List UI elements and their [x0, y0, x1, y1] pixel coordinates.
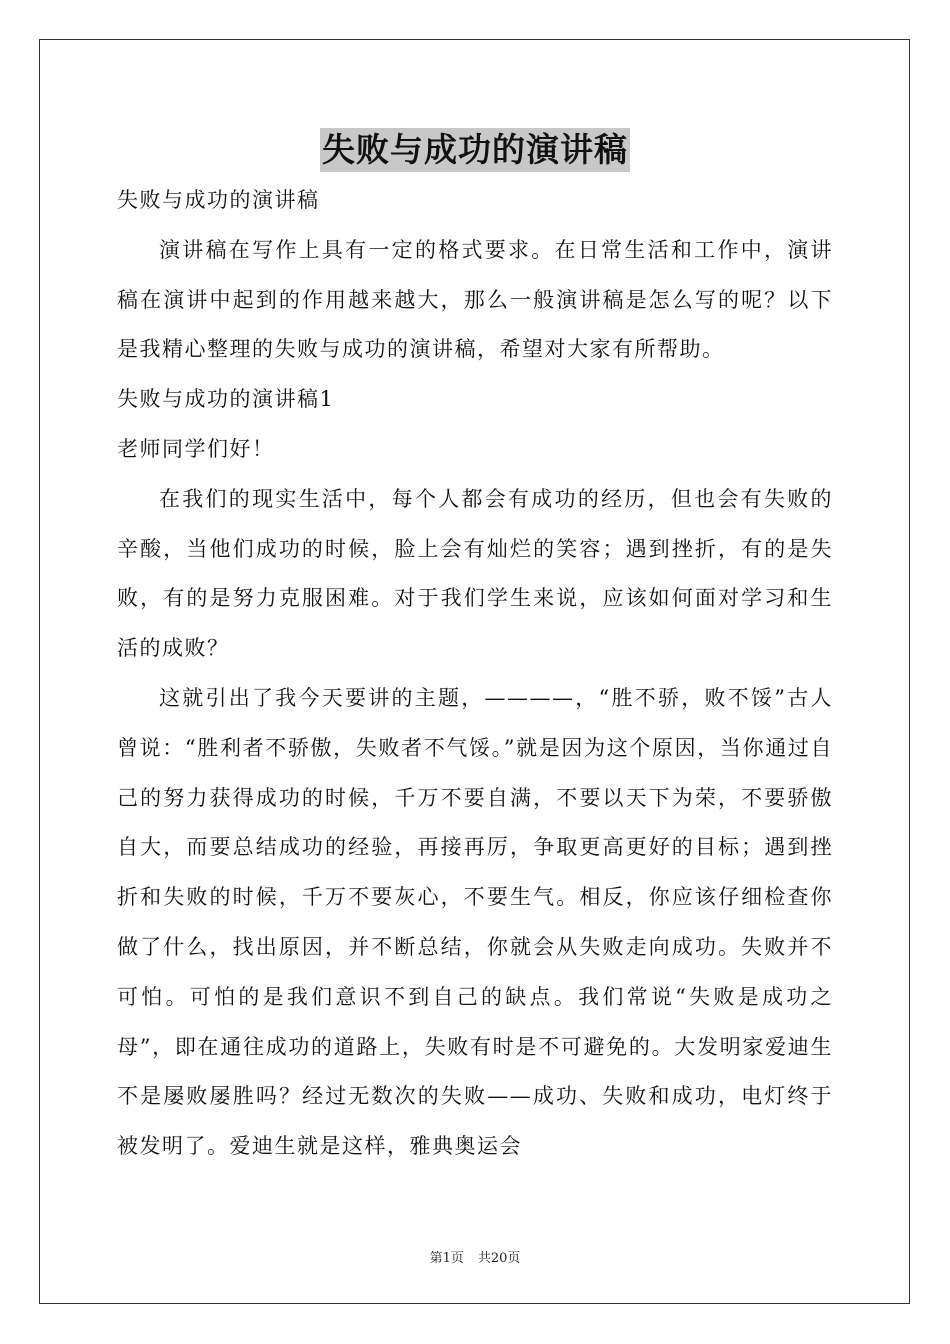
body-paragraph-1: 在我们的现实生活中，每个人都会有成功的经历，但也会有失败的辛酸，当他们成功的时候，脸上会有灿烂的笑容；遇到挫折，有的是失败，有的是努力克服困难。对于我们学生来说，应该如何面对学习和生活的成败？	[117, 486, 833, 661]
page-total: 共20页	[477, 1251, 521, 1266]
title-container	[0, 128, 950, 172]
section-heading: 失败与成功的演讲稿1	[117, 387, 335, 412]
page-number: 第1页	[429, 1251, 464, 1266]
body-paragraph-2: 这就引出了我今天要讲的主题，————，“胜不骄，败不馁”古人曾说：“胜利者不骄傲，失败者不气馁。”就是因为这个原因，当你通过自己的努力获得成功的时候，千万不要自满，不要以天下为荣，不要骄傲自大，而要总结成功的经验，再接再厉，争取更高更好的目标；遇到挫折和失败的时候，千万不要灰心，不要生气。相反，你应该仔细检查你做了什么，找出原因，并不断总结，你就会从失败走向成功。失败并不可怕。可怕的是我们意识不到自己的缺点。我们常说“失败是成功之母”，即在通往成功的道路上，失败有时是不可避免的。大发明家爱迪生不是屡败屡胜吗？经过无数次的失败——成功、失败和成功，电灯终于被发明了。爱迪生就是这样，雅典奥运会	[117, 685, 833, 1159]
intro-paragraph: 演讲稿在写作上具有一定的格式要求。在日常生活和工作中，演讲稿在演讲中起到的作用越来越大，那么一般演讲稿是怎么写的呢？以下是我精心整理的失败与成功的演讲稿，希望对大家有所帮助。	[117, 237, 833, 362]
document-subtitle: 失败与成功的演讲稿	[117, 188, 320, 212]
page-footer	[0, 1247, 950, 1266]
document-title: 失败与成功的演讲稿	[320, 128, 630, 172]
greeting: 老师同学们好！	[117, 436, 275, 461]
document-body	[117, 176, 833, 1172]
